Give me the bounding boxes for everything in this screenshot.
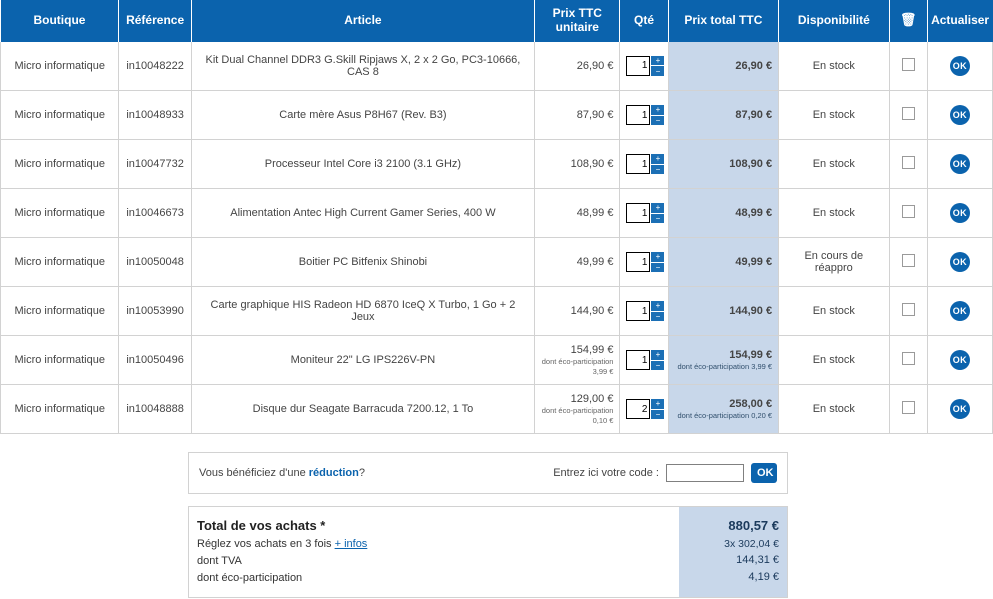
row-ok-button[interactable]: OK: [950, 399, 970, 419]
quantity-input[interactable]: [626, 350, 650, 370]
cell-prix-unitaire: [535, 238, 620, 287]
cell-actualiser: [927, 140, 992, 189]
cell-delete: [889, 42, 927, 91]
cell-boutique: Micro informatique: [1, 91, 119, 140]
cell-delete: [889, 336, 927, 385]
cell-prix-unitaire: [535, 336, 620, 385]
quantity-input[interactable]: [626, 56, 650, 76]
quantity-buttons: [651, 350, 664, 370]
quantity-decrease-button[interactable]: −: [651, 214, 664, 224]
table-row: [1, 42, 993, 91]
cell-reference: in10048933: [119, 91, 191, 140]
cell-prix-total: [668, 189, 778, 238]
cell-actualiser: [927, 91, 992, 140]
promo-text-after: ?: [358, 467, 365, 479]
cell-reference: in10047732: [119, 140, 191, 189]
cell-boutique: Micro informatique: [1, 140, 119, 189]
quantity-buttons: [651, 56, 664, 76]
promo-code-box: [188, 452, 788, 494]
table-row: [1, 385, 993, 434]
quantity-stepper[interactable]: [626, 252, 664, 272]
cell-actualiser: [927, 42, 992, 91]
quantity-increase-button[interactable]: +: [651, 105, 664, 115]
cell-quantite: [620, 91, 668, 140]
cell-article: Processeur Intel Core i3 2100 (3.1 GHz): [191, 140, 534, 189]
quantity-increase-button[interactable]: +: [651, 301, 664, 311]
cell-quantite: [620, 336, 668, 385]
table-row: [1, 336, 993, 385]
cell-delete: [889, 287, 927, 336]
cell-reference: in10050496: [119, 336, 191, 385]
cell-boutique: Micro informatique: [1, 385, 119, 434]
cell-quantite: [620, 287, 668, 336]
table-row: [1, 91, 993, 140]
cell-disponibilite: En stock: [779, 336, 889, 385]
quantity-decrease-button[interactable]: −: [651, 116, 664, 126]
cell-prix-unitaire: [535, 91, 620, 140]
cell-disponibilite: En stock: [779, 189, 889, 238]
column-header-disponibilite: Disponibilité: [779, 0, 889, 42]
promo-code-label: Entrez ici votre code :: [553, 467, 659, 479]
cell-prix-total: [668, 42, 778, 91]
cart-summary-area: [188, 452, 788, 598]
totals-box: [188, 506, 788, 598]
trash-icon: 🗑: [899, 12, 917, 28]
cell-article: Kit Dual Channel DDR3 G.Skill Ripjaws X, 2 x 2 Go, PC3-10666, CAS 8: [191, 42, 534, 91]
prix-total-value: 48,99 €: [735, 207, 773, 220]
column-header-article: Article: [191, 0, 534, 42]
cell-boutique: Micro informatique: [1, 287, 119, 336]
prix-unitaire-value: 108,90 €: [570, 158, 614, 171]
cell-quantite: [620, 42, 668, 91]
prix-unitaire-value: 129,00 €: [570, 393, 614, 406]
row-ok-button[interactable]: OK: [950, 203, 970, 223]
quantity-buttons: [651, 154, 664, 174]
cell-boutique: Micro informatique: [1, 42, 119, 91]
promo-text-before: Vous bénéficiez d'une: [199, 467, 309, 479]
delete-checkbox[interactable]: [902, 205, 915, 218]
quantity-decrease-button[interactable]: −: [651, 66, 664, 76]
quantity-increase-button[interactable]: +: [651, 154, 664, 164]
prix-unitaire-eco-note: dont éco-participation 3,99 €: [541, 357, 614, 376]
cell-boutique: Micro informatique: [1, 189, 119, 238]
promo-question: [199, 467, 365, 479]
quantity-input[interactable]: [626, 252, 650, 272]
column-header-prix-total: Prix total TTC: [668, 0, 778, 42]
prix-unitaire-value: 154,99 €: [570, 344, 614, 357]
row-ok-button[interactable]: OK: [950, 301, 970, 321]
column-header-actualiser: Actualiser: [927, 0, 992, 42]
column-header-qte: Qté: [620, 0, 668, 42]
cell-delete: [889, 189, 927, 238]
quantity-decrease-button[interactable]: −: [651, 165, 664, 175]
quantity-buttons: [651, 252, 664, 272]
quantity-increase-button[interactable]: +: [651, 252, 664, 262]
quantity-input[interactable]: [626, 154, 650, 174]
cell-disponibilite: En stock: [779, 287, 889, 336]
prix-total-value: 49,99 €: [735, 256, 773, 269]
cell-prix-total: [668, 91, 778, 140]
tva-value: 144,31 €: [736, 554, 779, 567]
promo-ok-button[interactable]: OK: [751, 463, 777, 483]
cell-actualiser: [927, 385, 992, 434]
promo-code-input[interactable]: [666, 464, 744, 482]
cell-disponibilite: En stock: [779, 385, 889, 434]
quantity-decrease-button[interactable]: −: [651, 263, 664, 273]
prix-total-value: 108,90 €: [729, 158, 773, 171]
cell-prix-total: [668, 336, 778, 385]
quantity-increase-button[interactable]: +: [651, 56, 664, 66]
quantity-decrease-button[interactable]: −: [651, 410, 664, 420]
cell-reference: in10050048: [119, 238, 191, 287]
cell-actualiser: [927, 189, 992, 238]
prix-total-value: 154,99 €: [729, 348, 773, 361]
cell-disponibilite: En stock: [779, 91, 889, 140]
prix-total-eco-note: dont éco-participation 0,20 €: [677, 410, 773, 420]
installments-row: [197, 536, 679, 553]
cell-boutique: Micro informatique: [1, 336, 119, 385]
quantity-input[interactable]: [626, 301, 650, 321]
prix-total-value: 144,90 €: [729, 305, 773, 318]
prix-unitaire-value: 49,99 €: [576, 256, 614, 269]
cell-quantite: [620, 385, 668, 434]
cell-actualiser: [927, 336, 992, 385]
cell-actualiser: [927, 238, 992, 287]
cell-prix-total: [668, 140, 778, 189]
column-header-reference: Référence: [119, 0, 191, 42]
delete-checkbox[interactable]: [902, 401, 915, 414]
prix-total-value: 26,90 €: [735, 59, 773, 72]
row-ok-button[interactable]: OK: [950, 154, 970, 174]
cell-reference: in10048222: [119, 42, 191, 91]
quantity-decrease-button[interactable]: −: [651, 361, 664, 371]
quantity-stepper[interactable]: [626, 105, 664, 125]
quantity-increase-button[interactable]: +: [651, 203, 664, 213]
cell-actualiser: [927, 287, 992, 336]
cell-article: Carte graphique HIS Radeon HD 6870 IceQ X Turbo, 1 Go + 2 Jeux: [191, 287, 534, 336]
delete-checkbox[interactable]: [902, 254, 915, 267]
column-header-boutique: Boutique: [1, 0, 119, 42]
table-header-row: [1, 0, 993, 42]
prix-unitaire-value: 87,90 €: [576, 109, 614, 122]
quantity-buttons: [651, 105, 664, 125]
cell-prix-total: [668, 238, 778, 287]
delete-checkbox[interactable]: [902, 352, 915, 365]
cell-disponibilite: En stock: [779, 140, 889, 189]
installments-info-link[interactable]: + infos: [334, 538, 368, 551]
cell-prix-total: [668, 385, 778, 434]
cell-quantite: [620, 140, 668, 189]
cell-reference: in10046673: [119, 189, 191, 238]
delete-checkbox[interactable]: [902, 303, 915, 316]
prix-total-value: 258,00 €: [729, 397, 773, 410]
quantity-stepper[interactable]: [626, 350, 664, 370]
delete-checkbox[interactable]: [902, 107, 915, 120]
quantity-increase-button[interactable]: +: [651, 399, 664, 409]
cell-reference: in10048888: [119, 385, 191, 434]
column-header-delete: [889, 0, 927, 42]
tva-label: dont TVA: [197, 555, 242, 568]
row-ok-button[interactable]: OK: [950, 56, 970, 76]
totals-labels: [189, 507, 679, 597]
cell-quantite: [620, 238, 668, 287]
installments-label: Réglez vos achats en 3 fois: [197, 538, 332, 551]
eco-label: dont éco-participation: [197, 572, 303, 585]
quantity-buttons: [651, 203, 664, 223]
cell-prix-unitaire: [535, 140, 620, 189]
prix-total-eco-note: dont éco-participation 3,99 €: [677, 361, 773, 371]
cell-delete: [889, 385, 927, 434]
cell-prix-unitaire: [535, 42, 620, 91]
cell-delete: [889, 238, 927, 287]
quantity-input[interactable]: [626, 399, 650, 419]
totals-title: Total de vos achats *: [197, 518, 326, 533]
prix-unitaire-value: 26,90 €: [576, 59, 614, 72]
cell-reference: in10053990: [119, 287, 191, 336]
cell-prix-total: [668, 287, 778, 336]
promo-text-bold: réduction: [308, 467, 359, 479]
cell-article: Alimentation Antec High Current Gamer Series, 400 W: [191, 189, 534, 238]
cell-prix-unitaire: [535, 287, 620, 336]
quantity-buttons: [651, 399, 664, 419]
prix-total-value: 87,90 €: [735, 109, 773, 122]
table-row: [1, 287, 993, 336]
delete-checkbox[interactable]: [902, 58, 915, 71]
cell-article: Boitier PC Bitfenix Shinobi: [191, 238, 534, 287]
cell-disponibilite: En stock: [779, 42, 889, 91]
quantity-stepper[interactable]: [626, 56, 664, 76]
cell-boutique: Micro informatique: [1, 238, 119, 287]
quantity-decrease-button[interactable]: −: [651, 312, 664, 322]
table-row: [1, 189, 993, 238]
quantity-input[interactable]: [626, 105, 650, 125]
cell-article: Carte mère Asus P8H67 (Rev. B3): [191, 91, 534, 140]
quantity-input[interactable]: [626, 203, 650, 223]
cell-quantite: [620, 189, 668, 238]
eco-value: 4,19 €: [748, 571, 779, 584]
grand-total-value: 880,57 €: [728, 518, 779, 533]
quantity-increase-button[interactable]: +: [651, 350, 664, 360]
quantity-stepper[interactable]: [626, 154, 664, 174]
quantity-buttons: [651, 301, 664, 321]
cell-article: Disque dur Seagate Barracuda 7200.12, 1 To: [191, 385, 534, 434]
column-header-prix-unitaire: Prix TTC unitaire: [535, 0, 620, 42]
row-ok-button[interactable]: OK: [950, 105, 970, 125]
table-row: [1, 140, 993, 189]
prix-unitaire-eco-note: dont éco-participation 0,10 €: [541, 406, 614, 425]
installments-value: 3x 302,04 €: [724, 538, 779, 551]
totals-values: [679, 507, 787, 597]
table-row: [1, 238, 993, 287]
prix-unitaire-value: 144,90 €: [570, 305, 614, 318]
cell-disponibilite: En cours de réappro: [779, 238, 889, 287]
quantity-stepper[interactable]: [626, 301, 664, 321]
quantity-stepper[interactable]: [626, 399, 664, 419]
quantity-stepper[interactable]: [626, 203, 664, 223]
row-ok-button[interactable]: OK: [950, 252, 970, 272]
promo-code-entry: [553, 463, 777, 483]
row-ok-button[interactable]: OK: [950, 350, 970, 370]
cell-prix-unitaire: [535, 385, 620, 434]
cell-delete: [889, 91, 927, 140]
prix-unitaire-value: 48,99 €: [576, 207, 614, 220]
cell-delete: [889, 140, 927, 189]
cell-article: Moniteur 22" LG IPS226V-PN: [191, 336, 534, 385]
cell-prix-unitaire: [535, 189, 620, 238]
delete-checkbox[interactable]: [902, 156, 915, 169]
